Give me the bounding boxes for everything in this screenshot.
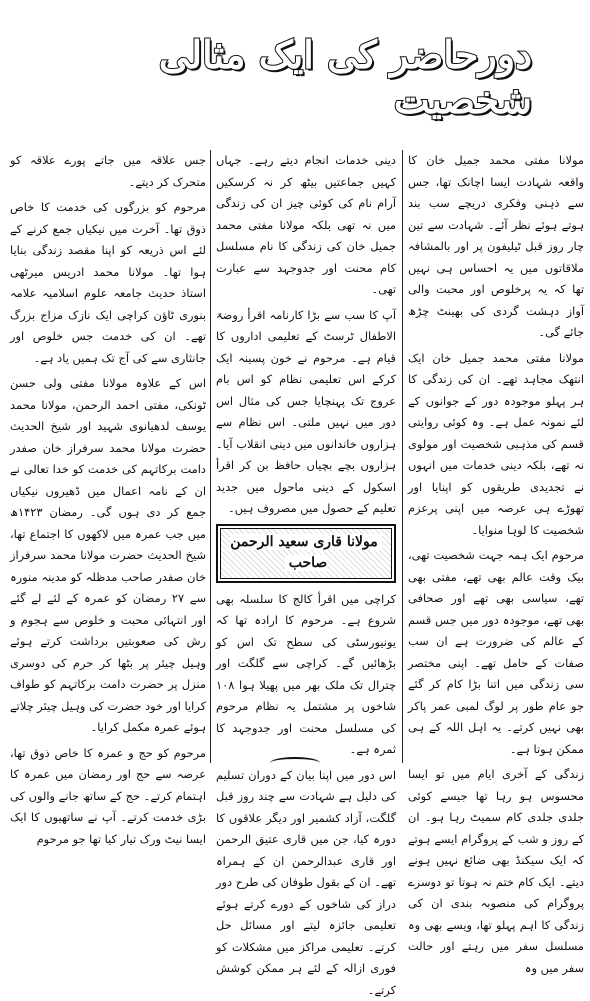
paragraph: اس کے علاوہ مولانا مفتی ولی حسن ٹونکی، مفتی احمد الرحمن، مولانا محمد یوسف لدھیانوی شہید اور شیخ الحدیث حضرت مولانا محمد سرفراز خان صفدر دامت برکاتہم کی خدمت کو خدا تعالی نے ان کے نامہ اعمال میں ڈھیروں نیکیاں جمع کر دی ہوں گی۔ رمضان ۱۴۲۳ھ میں جب عمرہ میں لاکھوں کا اجتماع تھا، شیخ الحدیث حضرت مولانا محمد سرفراز خان صفدر صاحب مدظلہ کو مدینہ منورہ سے ۲۷ رمضان کو عمرہ کے لئے لے گئے اور انتہائی محبت و خلوص سے ہجوم و رش کی صعوبتیں برداشت کرتے ہوئے وہیل چیئر پر بٹھا کر حرم کی دوسری منزل پر حضرت دامت برکاتہم کو طواف کرایا اور خود حضرت کی وہیل چیئر چلاتے ہوئے عمرہ مکمل کرایا۔ [10, 373, 206, 739]
paragraph: مولانا مفتی محمد جمیل خان ایک انتھک مجاہد تھے۔ ان کی زندگی کا ہر پہلو موجودہ دور کے جوانوں کے لئے نمونہ عمل ہے۔ وہ کوئی روایتی قسم کی مذہبی شخصیت اور مولوی نہ تھے، بلکہ دینی خدمات میں انہوں نے تجدیدی طریقوں کو اپنایا اور تھوڑے ہی عرصہ میں اپنی پرعزم شخصیت کا لوہا منوایا۔ [408, 348, 584, 542]
article-title-banner [72, 42, 532, 112]
paragraph: مرحوم ایک ہمہ جہت شخصیت تھی، بیک وقت عالم بھی تھے، مفتی بھی تھے، سیاسی بھی تھے اور صحافی بھی تھے، موجودہ دور میں جس قسم کے عالم کی ضرورت ہے ان سب صفات کے حامل تھے۔ اپنی مختصر سی زندگی میں اتنا بڑا کام کر گئے جو عام طور پر لوگ لمبی عمر پاکر بھی نہیں کرتے۔ یہ اہل اللہ کے ہی ممکن ہوتا ہے۔ [408, 545, 584, 760]
paragraph: جس علاقہ میں جاتے پورے علاقہ کو متحرک کر دیتے۔ [10, 150, 206, 193]
byline-frame [220, 528, 392, 579]
paragraph: آپ کا سب سے بڑا کارنامہ اقرأ روضۃ الاطفال ٹرسٹ کے تعلیمی اداروں کا قیام ہے۔ مرحوم نے خون پسینہ ایک کرکے اس تعلیمی نظام کو اس بام عروج تک پہنچایا جس کی مثال اس دور میں نہیں ملتی۔ اس نظام سے ہزاروں خاندانوں میں دینی انقلاب آیا۔ ہزاروں بچے بچیاں حافظ بن کر اقرأ اسکول کے دینی ماحول میں جدید تعلیم کے حصول میں مصروف ہیں۔ [216, 305, 396, 520]
paragraph: کراچی میں اقرأ کالج کا سلسلہ بھی شروع ہے۔ مرحوم کا ارادہ تھا کہ یونیورسٹی کی سطح تک اس کو بڑھائیں گے۔ کراچی سے گلگت اور چترال تک ملک بھر میں پھیلا ہوا ۱۰۸ شاخوں پر مشتمل یہ نظام مرحوم کی مسلسل محنت اور جدوجہد کا ثمرہ ہے۔ [216, 589, 396, 761]
paragraph: مرحوم کو بزرگوں کی خدمت کا خاص ذوق تھا۔ آخرت میں نیکیاں جمع کرنے کے لئے اس ذریعہ کو اپنا مقصد زندگی بنایا ہوا تھا۔ مولانا محمد ادریس میرٹھی استاذ حدیث جامعہ علوم اسلامیہ علامہ بنوری ٹاؤن کراچی ایک نازک مزاج بزرگ تھے۔ ان کی خدمت جس خلوص اور جانثاری سے کی آج تک ہمیں یاد ہے۔ [10, 197, 206, 369]
paragraph: دینی خدمات انجام دیتے رہے۔ جہاں کہیں جماعتیں بیٹھ کر نہ کرسکیں آرام نام کی کوئی چیز ان کی زندگی میں نہ تھی بلکہ مولانا مفتی محمد جمیل خان کی زندگی کا نام مسلسل کام محنت اور جدوجہد سے عبارت تھی۔ [216, 150, 396, 301]
byline-box [216, 524, 396, 583]
paragraph: زندگی کے آخری ایام میں تو ایسا محسوس ہو رہا تھا جیسے کوئی جلدی جلدی کام سمیٹ رہا ہو۔ ان کے روز و شب کے پروگرام ایسے ہوتے کہ ایک سیکنڈ بھی ضائع نہیں ہونے دیتے۔ ایک کام ختم نہ ہوتا تو دوسرے پروگرام کی منصوبہ بندی ان کی زندگی کا اہم پہلو تھا، ویسے بھی وہ مسلسل سفر میں رہتے اور حالت سفر میں وہ [408, 764, 584, 979]
paragraph: اس دور میں اپنا بیان کے دوران تسلیم کی دلیل ہے شہادت سے چند روز قبل گلگت، آزاد کشمیر اور دیگر علاقوں کا دورہ کیا، جن میں قاری عتیق الرحمن اور قاری عبدالرحمن ان کے ہمراہ تھے۔ ان کے بقول طوفان کی طرح دور دراز کی شاخوں کے دورے کرتے ہوئے تعلیمی جائزہ لیتے اور مسائل حل کرتے۔ تعلیمی مراکز میں مشکلات کو فوری ازالہ کے لئے ہر ممکن کوشش کرتے۔ [216, 765, 396, 1001]
column-divider [210, 150, 211, 763]
column-right [408, 150, 584, 763]
column-divider [402, 150, 403, 763]
author-byline: مولانا قاری سعید الرحمن صاحب [230, 534, 382, 572]
article-title: دورحاضر کی ایک مثالی شخصیت [72, 32, 532, 122]
column-middle [216, 150, 396, 763]
column-left [10, 150, 206, 763]
page-footer-mark [270, 757, 320, 769]
paragraph: مرحوم کو حج و عمرہ کا خاص ذوق تھا، عرصہ سے حج اور رمضان میں عمرہ کا اہتمام کرتے۔ حج کے ساتھ جانے والوں کی بڑی خدمت کرتے۔ آپ نے ساتھیوں کا ایک ایسا نیٹ ورک تیار کیا تھا جو مرحوم [10, 743, 206, 851]
paragraph: مولانا مفتی محمد جمیل خان کا واقعہ شہادت ایسا اچانک تھا، جس سے ذہنی وفکری دریچے سب بند ہوتے ہوئے نظر آئے۔ شہادت سے تین چار روز قبل ٹیلیفون پر اور بالمشافہ ملاقاتوں میں یہ احساس ہی نہیں تھا کہ یہ پرخلوص اور محبت والی آواز دہشت گردی کی بھینٹ چڑھ جائے گی۔ [408, 150, 584, 344]
